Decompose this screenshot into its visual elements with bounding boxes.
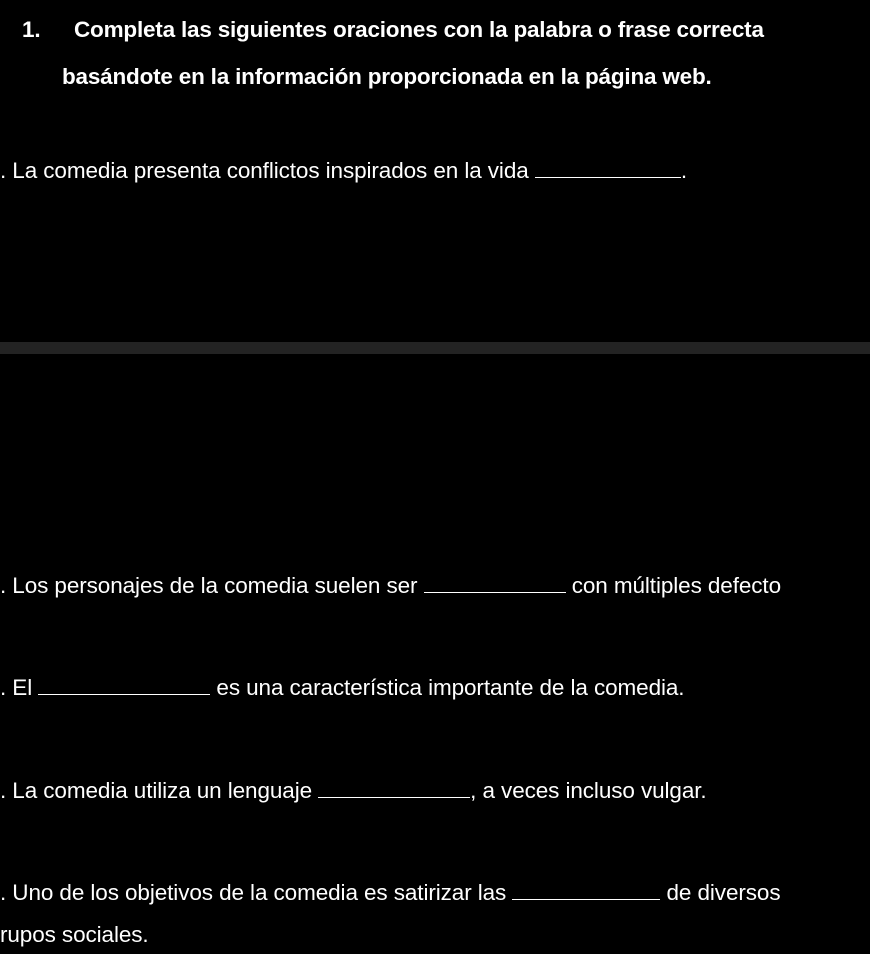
- question-3-blank[interactable]: [38, 674, 210, 695]
- question-5-continuation: rupos sociales.: [0, 922, 149, 947]
- question-5-blank[interactable]: [512, 879, 660, 900]
- question-1-before: . La comedia presenta conflictos inspirados en la vida: [0, 158, 535, 183]
- question-2-blank[interactable]: [424, 572, 566, 593]
- question-3: [0, 673, 684, 703]
- question-4-before: . La comedia utiliza un lenguaje: [0, 778, 319, 803]
- question-4-blank[interactable]: [318, 777, 470, 798]
- question-4: [0, 776, 707, 806]
- question-5: [0, 878, 780, 908]
- section-divider: [0, 342, 870, 354]
- instruction-line-2: basándote en la información proporcionada en la página web.: [62, 64, 712, 89]
- instruction-number: 1.: [22, 17, 41, 42]
- question-3-before: . El: [0, 675, 39, 700]
- question-1: [0, 156, 687, 186]
- instruction-text-1: Completa las siguientes oraciones con la palabra o frase correcta: [74, 17, 764, 42]
- question-1-after: .: [680, 158, 687, 183]
- question-1-blank[interactable]: [535, 157, 681, 178]
- instruction-line-1: [22, 6, 862, 53]
- instruction: [22, 6, 862, 100]
- question-4-after: , a veces incluso vulgar.: [470, 778, 707, 803]
- question-2: [0, 571, 781, 601]
- question-3-after: es una característica importante de la comedia.: [210, 675, 685, 700]
- question-5-after: de diversos: [660, 880, 781, 905]
- question-2-after: con múltiples defecto: [565, 573, 781, 598]
- question-2-before: . Los personajes de la comedia suelen ser: [0, 573, 424, 598]
- question-5-before: . Uno de los objetivos de la comedia es satirizar las: [0, 880, 513, 905]
